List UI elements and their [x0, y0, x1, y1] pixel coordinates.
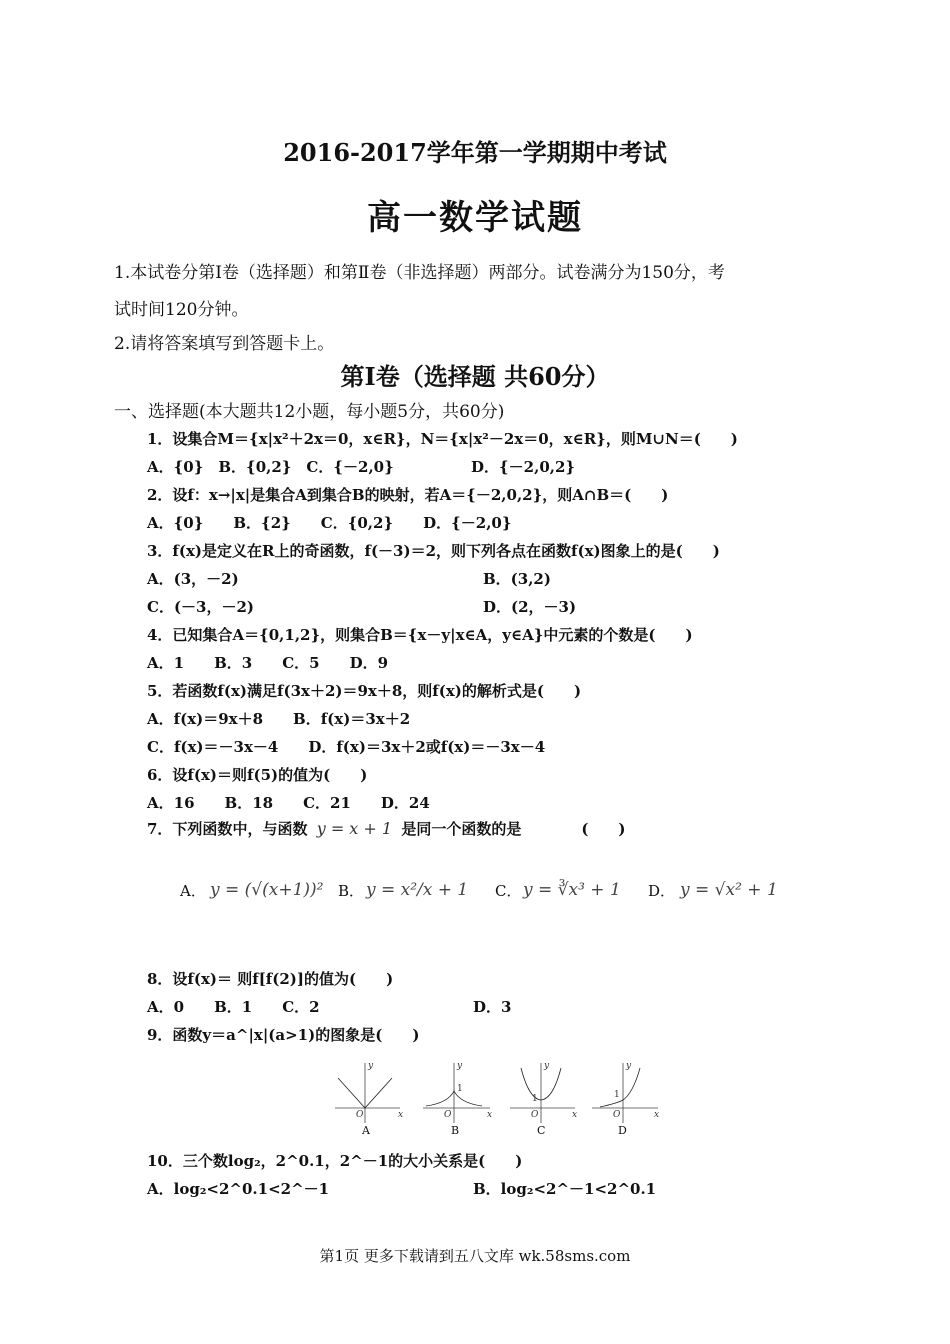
- question-1-option-d: D．{－2,0,2}: [471, 458, 576, 476]
- graph-b-y-label: y: [457, 1061, 463, 1071]
- question-7-lead: 7．下列函数中，与函数: [147, 820, 308, 838]
- graph-d-origin: O: [613, 1110, 621, 1120]
- graph-label-b: B: [451, 1124, 460, 1137]
- q7-option-c-formula: y = ∛x³ + 1: [523, 880, 621, 900]
- graph-a-x-label: x: [398, 1110, 404, 1120]
- graph-b-origin: O: [444, 1110, 452, 1120]
- question-2: 2．设f：x→|x|是集合A到集合B的映射，若A＝{－2,0,2}，则A∩B＝( ): [147, 486, 669, 504]
- question-7-function: y = x + 1: [316, 819, 393, 838]
- question-6: 6．设f(x)＝则f(5)的值为( ): [147, 766, 368, 784]
- graph-c-one: 1: [532, 1094, 538, 1104]
- graph-a-origin: O: [356, 1110, 364, 1120]
- q7-option-b-label: B．: [338, 882, 365, 900]
- graph-label-c: C: [537, 1124, 546, 1137]
- graph-a-y-label: y: [368, 1061, 374, 1071]
- question-8-option-d: D．3: [473, 998, 512, 1016]
- note-line-3: 2.请将答案填写到答题卡上。: [114, 334, 335, 354]
- q7-option-a-label: A．: [180, 882, 206, 900]
- subject-title: 高一数学试题: [367, 198, 583, 238]
- question-3: 3．f(x)是定义在R上的奇函数，f(－3)＝2，则下列各点在函数f(x)图象上的是( ): [147, 542, 720, 560]
- q7-option-a-formula: y = (√(x+1))²: [210, 880, 324, 900]
- question-9-graphs: [330, 1053, 660, 1143]
- exam-title: 2016-2017学年第一学期期中考试: [283, 138, 667, 167]
- graph-d-one: 1: [614, 1090, 620, 1100]
- question-3-option-a: A．(3，－2): [147, 570, 239, 588]
- note-line-1: 1.本试卷分第Ⅰ卷（选择题）和第Ⅱ卷（非选择题）两部分。试卷满分为150分，考: [114, 263, 725, 283]
- section-title: 第Ⅰ卷（选择题 共60分）: [340, 362, 610, 391]
- note-line-2: 试时间120分钟。: [114, 300, 249, 320]
- question-5: 5．若函数f(x)满足f(3x＋2)＝9x＋8，则f(x)的解析式是( ): [147, 682, 582, 700]
- question-8-options-abc: A．0 B．1 C．2: [147, 998, 320, 1016]
- q7-option-b-formula: y = x²/x + 1: [366, 880, 469, 900]
- graph-d: [592, 1063, 658, 1123]
- graph-b-one: 1: [457, 1084, 463, 1094]
- graph-c-y-label: y: [544, 1061, 550, 1071]
- question-10-option-b: B．log₂<2^－1<2^0.1: [473, 1180, 657, 1198]
- graph-b-x-label: x: [487, 1110, 493, 1120]
- question-1-options-abc: A．{0} B．{0,2} C．{－2,0}: [147, 458, 394, 476]
- question-3-option-d: D．(2，－3): [483, 598, 577, 616]
- page-footer: 第1页 更多下载请到五八文库 wk.58sms.com: [319, 1247, 631, 1265]
- q7-option-d-formula: y = √x² + 1: [680, 880, 778, 900]
- question-2-options: A．{0} B．{2} C．{0,2} D．{－2,0}: [147, 514, 512, 532]
- graph-a: [335, 1063, 400, 1123]
- graph-d-x-label: x: [654, 1110, 660, 1120]
- question-1: 1．设集合M＝{x|x²＋2x＝0，x∈R}，N＝{x|x²－2x＝0，x∈R}，则M∪N＝( ): [147, 430, 738, 448]
- graph-d-y-label: y: [626, 1061, 632, 1071]
- question-9: 9．函数y＝a^|x|(a>1)的图象是( ): [147, 1026, 420, 1044]
- graph-label-d: D: [618, 1124, 627, 1137]
- question-10: 10．三个数log₂，2^0.1，2^－1的大小关系是( ): [147, 1152, 523, 1170]
- question-6-options: A．16 B．18 C．21 D．24: [147, 794, 430, 812]
- q7-option-c-label: C．: [495, 882, 522, 900]
- question-8: 8．设f(x)＝ 则f[f(2)]的值为( ): [147, 970, 394, 988]
- question-5-options-cd: C．f(x)＝－3x－4 D．f(x)＝3x＋2或f(x)＝－3x－4: [147, 738, 546, 756]
- graph-c-origin: O: [531, 1110, 539, 1120]
- question-3-option-b: B．(3,2): [483, 570, 551, 588]
- graph-c: [510, 1063, 578, 1123]
- graph-c-x-label: x: [572, 1110, 578, 1120]
- question-5-options-ab: A．f(x)＝9x＋8 B．f(x)＝3x＋2: [147, 710, 411, 728]
- q7-option-d-label: D．: [648, 882, 676, 900]
- question-10-option-a: A．log₂<2^0.1<2^－1: [147, 1180, 330, 1198]
- question-7: [147, 818, 626, 839]
- part-title: 一、选择题(本大题共12小题，每小题5分，共60分): [114, 402, 505, 422]
- question-7-tail: 是同一个函数的是 ( ): [401, 820, 626, 838]
- question-4-options: A．1 B．3 C．5 D．9: [147, 654, 389, 672]
- question-3-option-c: C．(－3，－2): [147, 598, 255, 616]
- question-4: 4．已知集合A＝{0,1,2}，则集合B＝{x－y|x∈A，y∈A}中元素的个数是( ): [147, 626, 693, 644]
- graph-label-a: A: [362, 1124, 370, 1137]
